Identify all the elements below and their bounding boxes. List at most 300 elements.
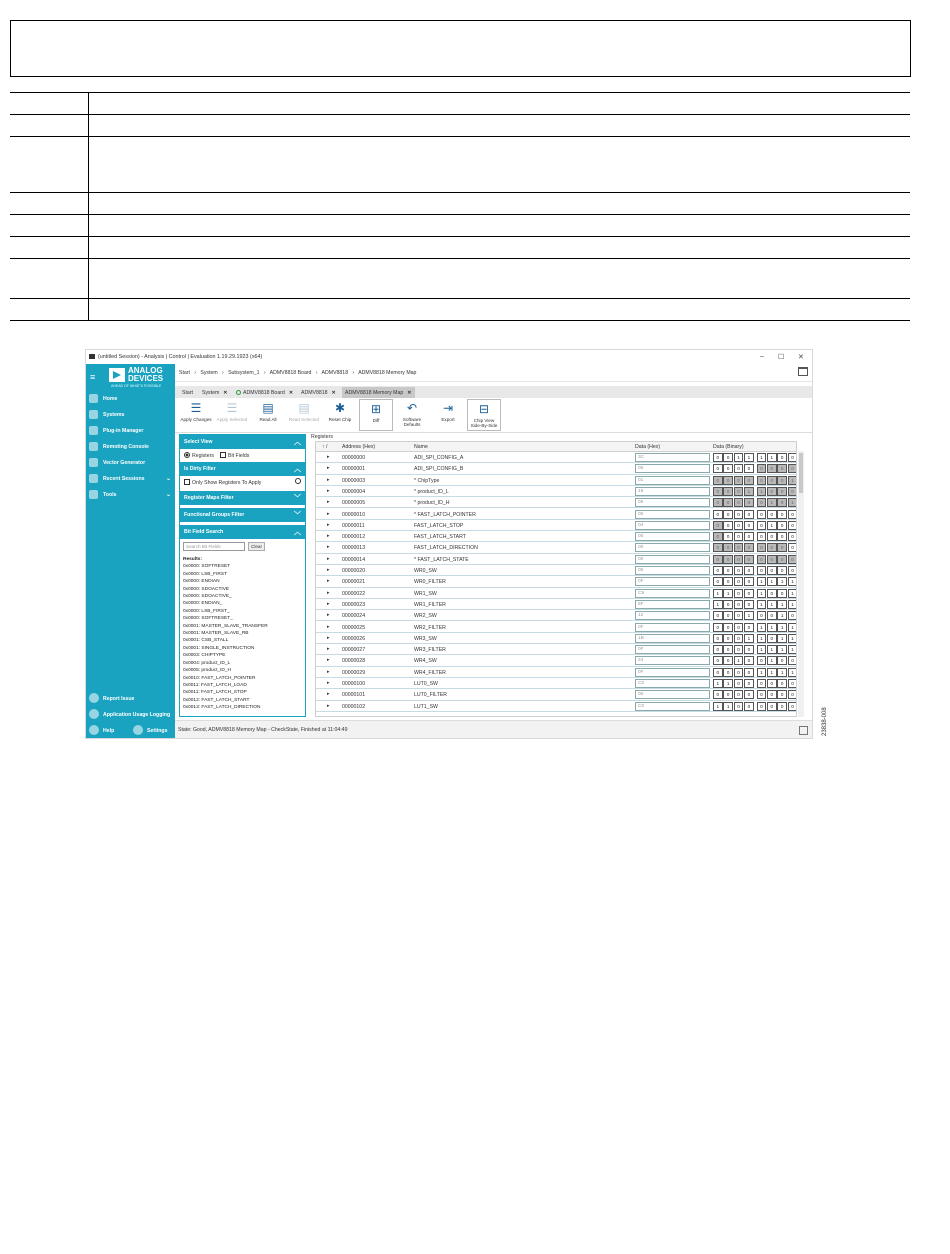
bit-toggle[interactable]: 1 (713, 702, 723, 711)
bit-toggle[interactable]: 0 (777, 690, 787, 699)
register-name: * product_ID_L (414, 488, 449, 495)
bit-toggle[interactable]: 0 (744, 589, 754, 598)
expand-row-icon[interactable]: ▸ (327, 634, 330, 641)
bit-toggle[interactable]: 1 (757, 623, 767, 632)
bit-toggle[interactable]: 0 (777, 453, 787, 462)
help-button[interactable]: Help (86, 722, 130, 738)
search-result-item[interactable]: 0x0000: ENDIAN (183, 579, 220, 585)
bit-toggle[interactable]: 0 (788, 532, 797, 541)
bit-toggle[interactable]: 1 (788, 645, 797, 654)
app-usage-logging-button[interactable]: Application Usage Logging (86, 706, 175, 722)
bit-toggle[interactable]: 1 (788, 577, 797, 586)
read-all-button[interactable]: ▤ Read All (259, 401, 277, 422)
table-row[interactable] (316, 610, 797, 621)
register-hex-input[interactable]: 8F (635, 600, 710, 609)
bit-toggle[interactable]: 0 (788, 656, 797, 665)
bit-toggle: 0 (767, 487, 777, 496)
bit-toggle[interactable]: 0 (713, 690, 723, 699)
register-hex-input[interactable]: 04 (635, 521, 710, 530)
console-icon (89, 442, 98, 451)
bit-toggle[interactable]: 0 (744, 600, 754, 609)
bit-toggle[interactable]: 1 (744, 453, 754, 462)
bit-toggle[interactable]: 0 (767, 566, 777, 575)
expand-row-icon[interactable]: ▸ (327, 454, 330, 460)
expand-row-icon[interactable]: ▸ (327, 600, 330, 607)
registers-radio[interactable]: Registers (184, 452, 214, 459)
bit-toggle[interactable]: 0 (723, 453, 733, 462)
register-hex-input[interactable]: 01 (635, 476, 710, 485)
bit-toggle[interactable]: 0 (777, 521, 787, 530)
bit-toggle[interactable]: 1 (713, 679, 723, 688)
bit-toggle[interactable]: 0 (734, 589, 744, 598)
search-result-item[interactable]: 0x0000: ENDIAN_ (183, 601, 223, 607)
breadcrumb-item[interactable]: Subsystem_1 (228, 370, 260, 376)
bit-toggle[interactable]: 0 (757, 656, 767, 665)
search-result-item[interactable]: 0x0001: MASTER_SLAVE_TRANSFER (183, 623, 268, 629)
sidebar-item-vector-generator[interactable]: Vector Generator (86, 456, 175, 470)
bit-toggle[interactable]: 0 (734, 702, 744, 711)
table-row[interactable] (316, 667, 797, 678)
bit-toggle[interactable]: 1 (713, 600, 723, 609)
read-selected-button[interactable]: ▤ Read Selected (288, 401, 320, 422)
bit-toggle[interactable]: 0 (713, 453, 723, 462)
bit-toggle[interactable]: 1 (788, 589, 797, 598)
data-hex-column-header[interactable]: Data (Hex) (635, 444, 661, 450)
table-row[interactable] (316, 599, 797, 610)
minimize-button[interactable]: – (760, 353, 764, 360)
apply-selected-button[interactable]: ☰ Apply Selected (216, 401, 248, 422)
bit-toggle[interactable]: 1 (767, 656, 777, 665)
table-row[interactable] (316, 689, 797, 700)
bit-field-search-body (180, 539, 305, 716)
table-row[interactable] (316, 542, 797, 553)
breadcrumb-item[interactable]: ADMV8818 (321, 370, 349, 376)
bit-toggle[interactable]: 0 (713, 611, 723, 620)
bit-toggle[interactable]: 1 (767, 521, 777, 530)
expand-row-icon[interactable]: ▸ (327, 555, 330, 562)
search-result-item[interactable]: 0x0000: SOFTRESET (183, 564, 231, 570)
search-result-item[interactable]: 0x0011: FAST_LATCH_STOP (183, 690, 247, 696)
expand-row-icon[interactable]: ▸ (327, 668, 330, 675)
status-text: State: Good, ADMV8818 Memory Map - CheckState, Finished at 11:04:49 (178, 727, 348, 733)
expand-row-icon[interactable]: ▸ (327, 567, 330, 573)
bit-toggle[interactable]: 0 (757, 611, 767, 620)
address-column-header[interactable]: Address (Hex) (342, 444, 376, 450)
settings-button[interactable]: Settings (130, 722, 175, 738)
bit-toggle: 0 (757, 555, 767, 564)
bit-toggle[interactable]: 0 (788, 453, 797, 462)
bit-toggle[interactable]: 0 (723, 566, 733, 575)
bit-toggle[interactable]: 1 (723, 702, 733, 711)
bit-toggle[interactable]: 1 (723, 589, 733, 598)
bit-toggle: 0 (767, 476, 777, 485)
bit-toggle[interactable]: 0 (757, 690, 767, 699)
bit-toggle[interactable]: 0 (734, 566, 744, 575)
bit-toggle[interactable]: 0 (734, 690, 744, 699)
bit-toggle[interactable]: 1 (757, 600, 767, 609)
bit-toggle[interactable]: 0 (723, 611, 733, 620)
expand-row-icon[interactable]: ▸ (327, 657, 330, 664)
bit-toggle[interactable]: 1 (767, 453, 777, 462)
bit-toggle[interactable]: 0 (777, 510, 787, 519)
bit-toggle[interactable]: 0 (788, 611, 797, 620)
bit-toggle[interactable]: 0 (777, 656, 787, 665)
register-hex-input[interactable]: 00 (635, 532, 710, 541)
bit-toggle[interactable]: 0 (744, 645, 754, 654)
clear-button[interactable]: Clear (248, 542, 265, 551)
folder-icon[interactable] (798, 367, 808, 376)
apply-selected-icon: ☰ (226, 401, 238, 415)
register-hex-input[interactable]: 1B (635, 634, 710, 643)
bit-toggle[interactable]: 0 (713, 623, 723, 632)
table-row[interactable] (316, 655, 797, 666)
table-row[interactable] (316, 475, 797, 486)
table-scrollbar[interactable] (798, 451, 804, 717)
bit-toggle[interactable]: 1 (777, 600, 787, 609)
expand-row-icon[interactable]: ▸ (327, 612, 330, 619)
bit-toggle[interactable]: 1 (734, 453, 744, 462)
expand-row-icon[interactable]: ▸ (327, 521, 330, 528)
bit-toggle[interactable]: 0 (767, 510, 777, 519)
search-result-item[interactable]: 0x0000: SOFTRESET_ (183, 616, 233, 622)
expand-row-icon[interactable]: ▸ (327, 476, 330, 483)
expand-row-icon[interactable]: ▸ (327, 533, 330, 540)
bit-toggle[interactable]: 0 (744, 690, 754, 699)
bit-toggle[interactable]: 0 (734, 464, 744, 473)
register-hex-input[interactable]: 3C (635, 453, 710, 462)
sidebar-item-recent-sessions[interactable]: Recent Sessions ⌄ (86, 472, 175, 486)
is-dirty-filter-header[interactable]: Is Dirty Filter ︿ (180, 462, 305, 476)
bit-toggle[interactable]: 0 (767, 690, 777, 699)
bit-toggle[interactable]: 0 (723, 656, 733, 665)
search-bit-fields-input[interactable]: Search Bit Fields (183, 542, 245, 551)
tab-chip[interactable]: ADMV8818 ✕ (301, 390, 336, 396)
register-hex-input[interactable]: 0F (635, 668, 710, 677)
bit-toggle[interactable]: 0 (713, 464, 723, 473)
bit-toggle[interactable]: 1 (757, 634, 767, 643)
search-result-item[interactable]: 0x0004: product_ID_L (183, 660, 231, 666)
register-hex-input[interactable]: 0F (635, 645, 710, 654)
bit-toggle[interactable]: 0 (788, 679, 797, 688)
bit-toggle[interactable]: 1 (777, 645, 787, 654)
close-icon[interactable]: ✕ (288, 390, 294, 396)
search-result-item[interactable]: 0x0000: LSB_FIRST_ (183, 608, 230, 614)
search-result-item[interactable]: 0x0001: SINGLE_INSTRUCTION (183, 645, 255, 651)
bit-toggle[interactable]: 0 (734, 611, 744, 620)
bit-toggle[interactable]: 0 (713, 645, 723, 654)
maximize-button[interactable]: ☐ (778, 354, 785, 361)
search-result-item[interactable]: 0x0001: MASTER_SLAVE_RB (183, 631, 249, 637)
bit-toggle[interactable]: 0 (788, 690, 797, 699)
table-row[interactable] (316, 644, 797, 655)
table-row[interactable] (316, 633, 797, 644)
bit-toggle[interactable]: 0 (757, 532, 767, 541)
expand-row-icon[interactable]: ▸ (327, 646, 330, 653)
register-hex-input[interactable]: 00 (635, 543, 710, 552)
bit-toggle[interactable]: 0 (744, 521, 754, 530)
bit-toggle[interactable]: 1 (788, 600, 797, 609)
table-row[interactable] (316, 622, 797, 633)
register-hex-input[interactable]: 05 (635, 498, 710, 507)
bit-toggle[interactable]: 0 (744, 623, 754, 632)
bit-toggle[interactable]: 0 (757, 521, 767, 530)
register-hex-input[interactable]: 24 (635, 656, 710, 665)
bit-toggle[interactable]: 0 (767, 702, 777, 711)
bit-toggle[interactable]: 1 (757, 577, 767, 586)
bit-toggle[interactable]: 1 (767, 668, 777, 677)
bit-toggle[interactable]: 0 (713, 566, 723, 575)
breadcrumb-item[interactable]: ADMV8818 Board (269, 370, 312, 376)
data-binary-column-header[interactable]: Data (Binary) (713, 444, 744, 450)
bit-toggle[interactable]: 1 (723, 679, 733, 688)
bit-toggle[interactable]: 1 (788, 634, 797, 643)
tab-memory-map[interactable]: ADMV8818 Memory Map ✕ (342, 387, 415, 398)
bit-toggle[interactable]: 0 (767, 679, 777, 688)
sidebar-item-plugin-manager[interactable]: Plug-in Manager (86, 424, 175, 438)
bit-toggle[interactable]: 0 (713, 656, 723, 665)
bit-toggle[interactable]: 0 (757, 702, 767, 711)
search-result-item[interactable]: 0x0013: FAST_LATCH_DIRECTION (183, 705, 261, 711)
bit-toggle[interactable]: 0 (767, 634, 777, 643)
table-row[interactable] (316, 588, 797, 599)
bit-toggle[interactable]: 0 (744, 532, 754, 541)
bit-toggle[interactable]: 0 (723, 577, 733, 586)
expand-row-icon[interactable]: ▸ (327, 578, 330, 585)
bit-toggle[interactable]: 0 (744, 577, 754, 586)
chevron-right-icon: › (312, 370, 321, 376)
bit-toggle[interactable]: 0 (788, 702, 797, 711)
bit-toggle[interactable]: 1 (757, 589, 767, 598)
bit-toggle[interactable]: 1 (713, 589, 723, 598)
table-row[interactable] (316, 520, 797, 531)
sort-column-header[interactable]: ↑ / (322, 444, 328, 450)
expand-row-icon[interactable]: ▸ (327, 510, 330, 517)
register-hex-input[interactable]: 00 (635, 510, 710, 519)
name-column-header[interactable]: Name (414, 444, 428, 450)
export-button[interactable]: ⇥ Export (441, 401, 455, 422)
software-defaults-button[interactable]: ↶ Software Defaults (402, 401, 422, 427)
report-issue-button[interactable]: Report Issue (86, 690, 175, 706)
expand-row-icon[interactable]: ▸ (327, 702, 330, 709)
apply-changes-button[interactable]: ☰ Apply Changes (180, 401, 212, 422)
bit-toggle[interactable]: 0 (788, 521, 797, 530)
close-button[interactable]: ✕ (798, 354, 804, 361)
bit-toggle[interactable]: 0 (734, 623, 744, 632)
bit-toggle[interactable]: 0 (757, 566, 767, 575)
bit-toggle[interactable]: 1 (757, 645, 767, 654)
bit-toggle[interactable]: 0 (713, 510, 723, 519)
bit-toggle[interactable]: 0 (744, 656, 754, 665)
breadcrumb-item[interactable]: Start (179, 370, 190, 376)
resize-icon[interactable] (799, 726, 808, 735)
expand-row-icon[interactable]: ▸ (327, 691, 330, 698)
bit-toggle[interactable]: 0 (734, 645, 744, 654)
bit-toggle[interactable]: 0 (744, 702, 754, 711)
scrollbar-thumb[interactable] (799, 453, 803, 493)
bit-toggle[interactable]: 0 (734, 521, 744, 530)
bit-toggle[interactable]: 0 (723, 521, 733, 530)
close-icon[interactable]: ✕ (331, 390, 336, 396)
bit-toggle[interactable]: 0 (713, 634, 723, 643)
bit-toggle[interactable]: 1 (777, 634, 787, 643)
bit-toggle[interactable]: 0 (723, 645, 733, 654)
table-row[interactable] (316, 497, 797, 508)
bit-toggle[interactable]: 0 (767, 589, 777, 598)
bit-toggle[interactable]: 0 (723, 464, 733, 473)
bit-toggle[interactable]: 0 (767, 611, 777, 620)
register-hex-input[interactable]: C9 (635, 589, 710, 598)
table-row[interactable] (316, 452, 797, 463)
expand-row-icon[interactable]: ▸ (327, 487, 330, 494)
bit-toggle[interactable]: 0 (744, 566, 754, 575)
bit-toggle[interactable]: 0 (744, 679, 754, 688)
search-result-item[interactable]: 0x0005: product_ID_H (183, 668, 231, 674)
register-hex-input[interactable]: 00 (635, 566, 710, 575)
register-hex-input[interactable]: 00 (635, 464, 710, 473)
register-hex-input[interactable]: 00 (635, 690, 710, 699)
bit-toggle[interactable]: 0 (734, 600, 744, 609)
bit-toggle[interactable]: 0 (777, 566, 787, 575)
bit-toggle[interactable]: 1 (788, 668, 797, 677)
bit-toggle[interactable]: 1 (744, 634, 754, 643)
bit-toggle[interactable]: 0 (723, 532, 733, 541)
bit-toggle[interactable]: 0 (788, 510, 797, 519)
table-row[interactable] (316, 554, 797, 565)
register-hex-input[interactable]: 00 (635, 555, 710, 564)
bit-toggle[interactable]: 0 (723, 668, 733, 677)
table-row[interactable] (316, 576, 797, 587)
search-result-item[interactable]: 0x0011: FAST_LATCH_LOAD (183, 682, 247, 688)
bit-toggle[interactable]: 1 (777, 577, 787, 586)
close-icon[interactable]: ✕ (223, 390, 228, 396)
reset-chip-button[interactable]: ✱ Reset Chip (328, 401, 352, 422)
table-row[interactable] (316, 701, 797, 712)
sidebar-item-home[interactable]: Home (86, 392, 175, 406)
bit-toggle[interactable]: 1 (767, 600, 777, 609)
bit-toggle[interactable]: 1 (757, 668, 767, 677)
functional-groups-filter-header[interactable]: Functional Groups Filter ﹀ (180, 508, 305, 522)
tab-start[interactable]: Start (182, 390, 193, 396)
bit-toggle[interactable]: 0 (767, 532, 777, 541)
search-result-item[interactable]: 0x0000: SDOACTIVE_ (183, 594, 232, 600)
diff-button[interactable]: ⊞ Diff (359, 399, 393, 431)
only-show-to-apply-checkbox[interactable]: Only Show Registers To Apply (184, 479, 261, 486)
bit-toggle[interactable]: 0 (734, 510, 744, 519)
bit-toggle[interactable]: 1 (777, 611, 787, 620)
table-row[interactable] (316, 565, 797, 576)
search-result-item[interactable]: 0x0010: FAST_LATCH_POINTER (183, 675, 256, 681)
search-result-item[interactable]: 0x0003: CHIPTYPE (183, 653, 226, 659)
bit-toggle[interactable]: 0 (777, 532, 787, 541)
sidebar-item-systems[interactable]: Systems (86, 408, 175, 422)
bit-toggle[interactable]: 0 (734, 668, 744, 677)
bit-toggle[interactable]: 1 (734, 656, 744, 665)
bit-toggle[interactable]: 0 (723, 634, 733, 643)
expand-row-icon[interactable]: ▸ (327, 499, 330, 506)
expand-row-icon[interactable]: ▸ (327, 544, 330, 551)
bit-toggle[interactable]: 1 (767, 645, 777, 654)
bit-toggle: 0 (744, 555, 754, 564)
bit-toggle[interactable]: 0 (744, 668, 754, 677)
bit-toggle[interactable]: 0 (744, 510, 754, 519)
bit-toggle[interactable]: 0 (757, 679, 767, 688)
bit-toggle[interactable]: 1 (788, 623, 797, 632)
bit-toggle[interactable]: 1 (757, 453, 767, 462)
bit-toggle[interactable]: 0 (744, 464, 754, 473)
bit-toggle[interactable]: 0 (723, 510, 733, 519)
bit-toggle[interactable]: 1 (744, 611, 754, 620)
bit-toggle[interactable]: 0 (723, 623, 733, 632)
expand-row-icon[interactable]: ▸ (327, 623, 330, 630)
register-hex-input[interactable]: C0 (635, 702, 710, 711)
bit-fields-radio[interactable]: Bit Fields (220, 452, 249, 459)
hamburger-menu-icon[interactable]: ≡ (90, 372, 96, 382)
search-result-item[interactable]: 0x0000: SDOACTIVE (183, 586, 230, 592)
table-row[interactable] (316, 509, 797, 520)
search-result-item[interactable]: 0x0001: CSB_STALL (183, 638, 229, 644)
register-hex-input[interactable]: 18 (635, 487, 710, 496)
tab-system[interactable]: System ✕ (202, 390, 228, 396)
breadcrumb-item[interactable]: ADMV8818 Memory Map (358, 370, 417, 376)
table-row[interactable] (316, 531, 797, 542)
search-result-item[interactable]: 0x0012: FAST_LATCH_START (183, 697, 250, 703)
bit-toggle[interactable]: 0 (723, 600, 733, 609)
register-hex-input[interactable]: 12 (635, 611, 710, 620)
register-maps-filter-header[interactable]: Register Maps Filter ﹀ (180, 491, 305, 505)
bit-toggle[interactable]: 0 (777, 679, 787, 688)
expand-row-icon[interactable]: ▸ (327, 465, 330, 472)
table-row[interactable] (316, 463, 797, 474)
bit-toggle[interactable]: 0 (788, 543, 797, 552)
register-hex-input[interactable]: C0 (635, 679, 710, 688)
bit-toggle[interactable]: 0 (734, 532, 744, 541)
bit-toggle[interactable]: 0 (723, 690, 733, 699)
sidebar-item-remoting-console[interactable]: Remoting Console (86, 440, 175, 454)
bit-toggle[interactable]: 0 (713, 577, 723, 586)
close-icon[interactable]: ✕ (407, 390, 412, 396)
bit-toggle: 0 (723, 555, 733, 564)
register-hex-input[interactable]: 0F (635, 623, 710, 632)
bit-field-search-header[interactable]: Bit Field Search ︿ (180, 525, 305, 539)
bit-toggle[interactable]: 0 (788, 566, 797, 575)
sidebar-item-tools[interactable]: Tools ⌄ (86, 488, 175, 502)
chip-view-side-by-side-button[interactable]: ⊟ Chip View Side-By-Side (467, 399, 501, 431)
table-row[interactable] (316, 678, 797, 689)
register-address: 00000001 (342, 466, 366, 473)
register-hex-input[interactable]: 0F (635, 577, 710, 586)
bit-toggle[interactable]: 0 (777, 589, 787, 598)
search-result-item[interactable]: 0x0000: LSB_FIRST (183, 571, 227, 577)
breadcrumb-item[interactable]: System (200, 370, 218, 376)
bit-toggle[interactable]: 0 (757, 510, 767, 519)
bit-toggle[interactable]: 0 (777, 702, 787, 711)
table-row[interactable] (316, 486, 797, 497)
bit-toggle[interactable]: 1 (767, 623, 777, 632)
bit-toggle[interactable]: 0 (713, 668, 723, 677)
table-cell (10, 115, 88, 137)
bit-toggle[interactable]: 1 (767, 577, 777, 586)
tab-board[interactable]: ADMV8818 Board ✕ (233, 387, 296, 398)
bit-toggle[interactable]: 0 (734, 634, 744, 643)
bit-toggle[interactable]: 0 (734, 577, 744, 586)
refresh-icon[interactable] (295, 478, 301, 484)
select-view-header[interactable]: Select View ︿ (180, 435, 305, 449)
expand-row-icon[interactable]: ▸ (327, 680, 330, 686)
bit-toggle[interactable]: 1 (777, 623, 787, 632)
bit-toggle[interactable]: 0 (734, 679, 744, 688)
bit-toggle[interactable]: 1 (777, 668, 787, 677)
expand-row-icon[interactable]: ▸ (327, 589, 330, 596)
